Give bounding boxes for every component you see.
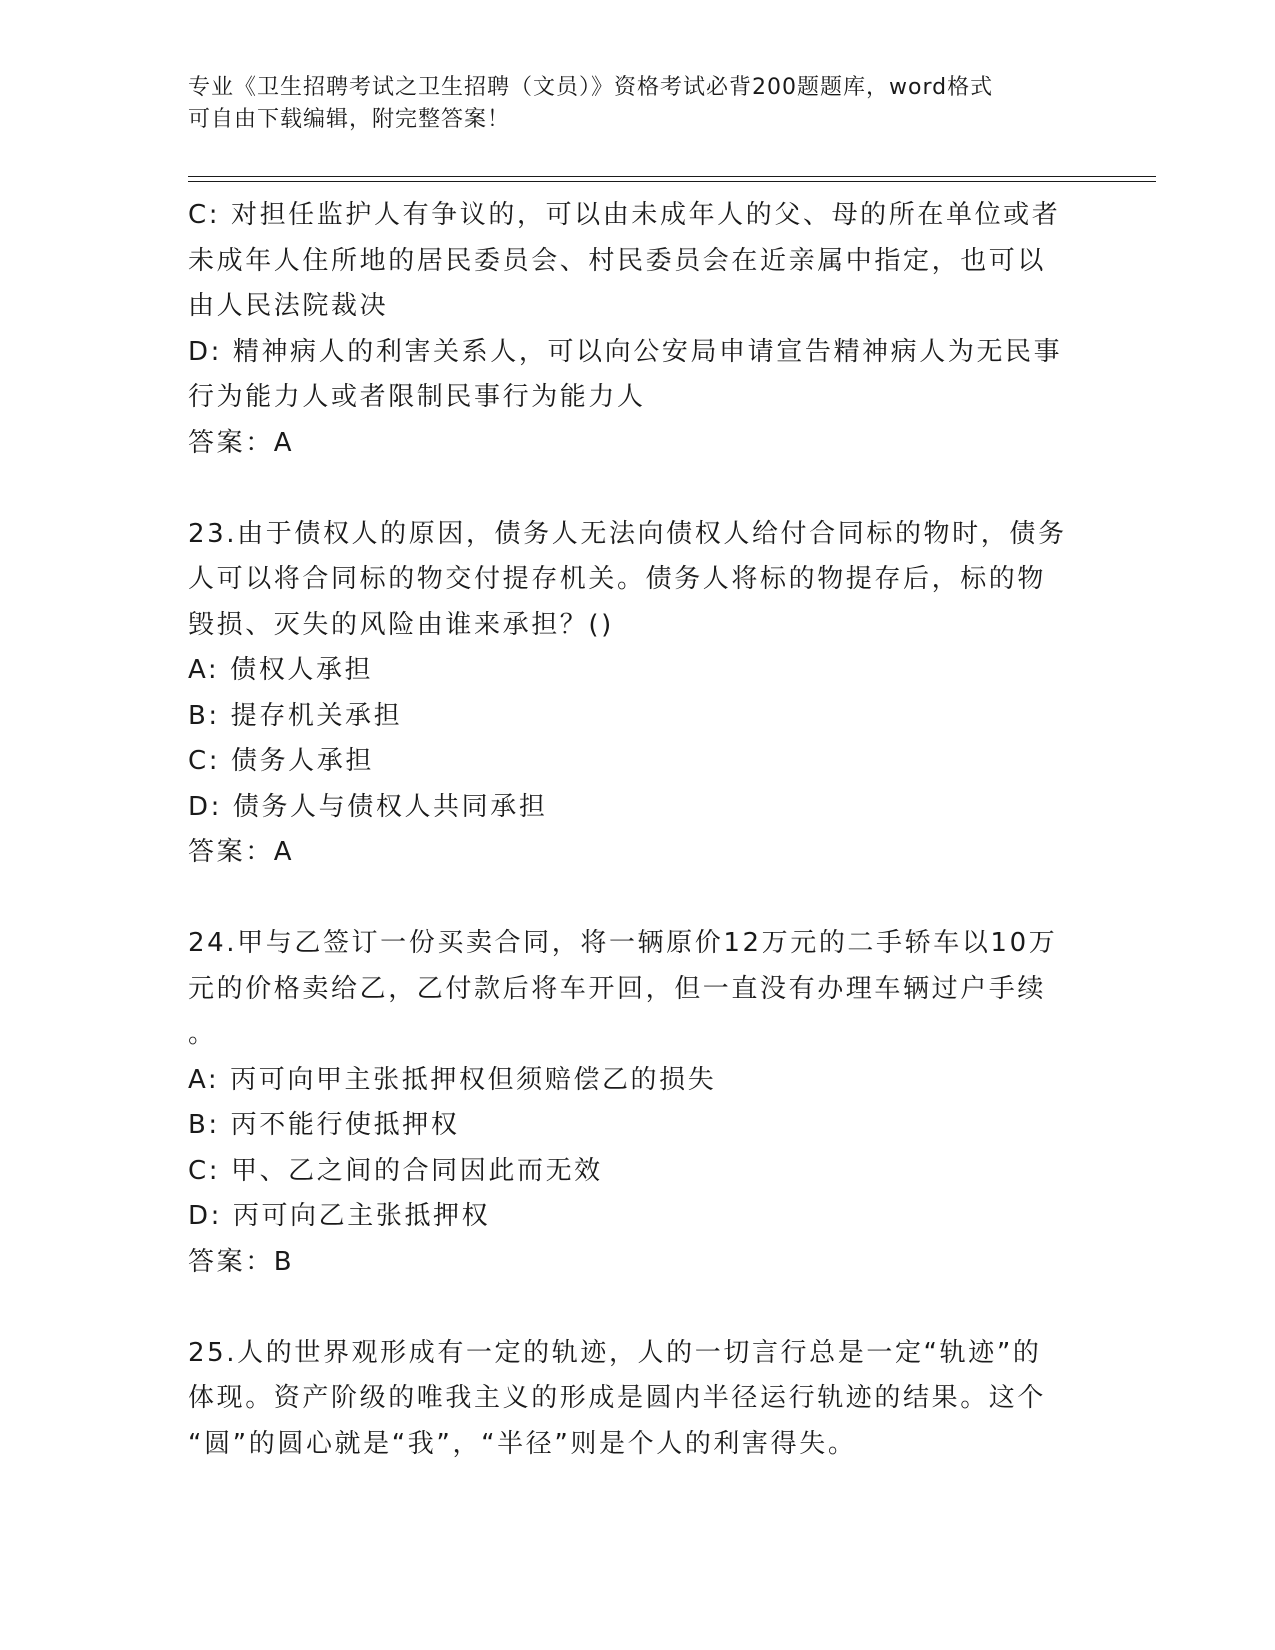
header-line-1: 专业《卫生招聘考试之卫生招聘（文员）》资格考试必背200题题库，word格式 <box>188 75 994 100</box>
spacer <box>188 466 1088 512</box>
question-24-option-a: A: 丙可向甲主张抵押权但须赔偿乙的损失 <box>188 1064 717 1095</box>
option-c-line-2: 未成年人住所地的居民委员会、村民委员会在近亲属中指定，也可以 <box>188 245 1047 276</box>
question-23-option-b: B: 提存机关承担 <box>188 700 403 731</box>
question-23-option-d: D: 债务人与债权人共同承担 <box>188 791 548 822</box>
question-25-stem-2: 体现。资产阶级的唯我主义的形成是圆内半径运行轨迹的结果。这个 <box>188 1383 1047 1413</box>
header-rule-top <box>188 176 1156 177</box>
question-24 <box>188 921 1088 1285</box>
question-23-option-c: C: 债务人承担 <box>188 746 374 776</box>
question-25-stem-3: “圆”的圆心就是“我”，“半径”则是个人的利害得失。 <box>188 1428 857 1459</box>
option-d-line-1: D: 精神病人的利害关系人，可以向公安局申请宣告精神病人为无民事 <box>188 336 1063 367</box>
question-23-option-a: A: 债权人承担 <box>188 655 374 685</box>
question-23-stem-2: 人可以将合同标的物交付提存机关。债务人将标的物提存后，标的物 <box>188 564 1047 594</box>
option-c-line-1: C: 对担任监护人有争议的，可以由未成年人的父、母的所在单位或者 <box>188 200 1061 230</box>
question-24-option-d: D: 丙可向乙主张抵押权 <box>188 1201 491 1231</box>
question-24-stem-1: 24.甲与乙签订一份买卖合同，将一辆原价12万元的二手轿车以10万 <box>188 928 1058 958</box>
spacer <box>188 1285 1088 1331</box>
option-c-line-3: 由人民法院裁决 <box>188 291 389 321</box>
document-header <box>188 72 1088 136</box>
document-body <box>188 193 1088 1467</box>
answer-23: 答案：A <box>188 837 295 867</box>
question-23-stem-1: 23.由于债权人的原因，债务人无法向债权人给付合同标的物时，债务 <box>188 518 1067 549</box>
header-line-2: 可自由下载编辑，附完整答案！ <box>188 107 511 132</box>
question-24-stem-2: 元的价格卖给乙，乙付款后将车开回，但一直没有办理车辆过户手续 <box>188 973 1047 1004</box>
question-24-stem-3: 。 <box>188 1019 217 1049</box>
question-23 <box>188 512 1088 876</box>
answer-22: 答案：A <box>188 427 295 458</box>
question-25 <box>188 1331 1088 1468</box>
option-d-line-2: 行为能力人或者限制民事行为能力人 <box>188 382 646 412</box>
question-24-option-b: B: 丙不能行使抵押权 <box>188 1110 460 1140</box>
question-22-continued <box>188 193 1088 466</box>
question-23-stem-3: 毁损、灭失的风险由谁来承担？() <box>188 609 614 640</box>
question-25-stem-1: 25.人的世界观形成有一定的轨迹，人的一切言行总是一定“轨迹”的 <box>188 1337 1042 1368</box>
spacer <box>188 876 1088 922</box>
answer-24: 答案：B <box>188 1246 295 1277</box>
question-24-option-c: C: 甲、乙之间的合同因此而无效 <box>188 1155 603 1186</box>
header-rule-bottom <box>188 181 1156 182</box>
